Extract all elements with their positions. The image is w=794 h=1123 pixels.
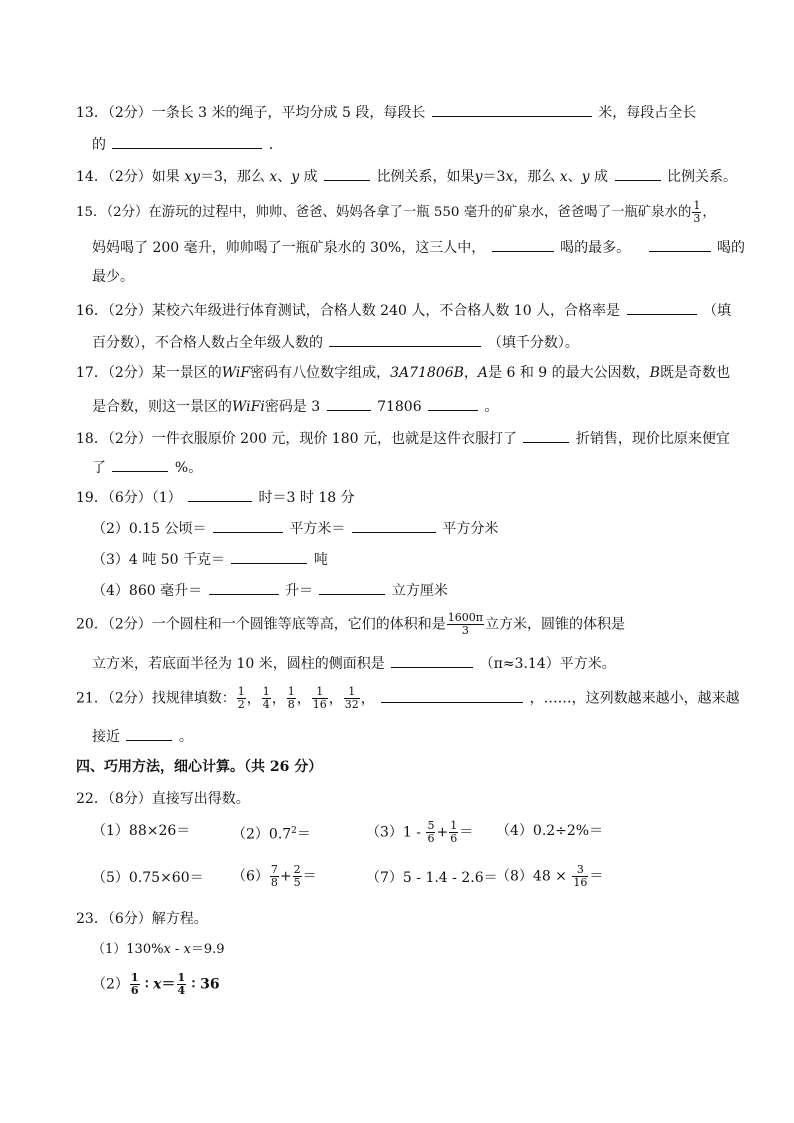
fraction-numerator: 1 xyxy=(287,685,295,698)
question-20-text: 20．（2分）一个圆柱和一个圆锥等底等高，它们的体积和是 xyxy=(76,616,446,633)
question-15-text-b: ， xyxy=(702,205,716,220)
question-13-text: 13．（2分）一条长 3 米的绳子，平均分成 5 段，每段长 xyxy=(76,105,426,121)
q22-item-3-text: （3）1 - xyxy=(366,824,421,841)
question-15-text-f: 最少。 xyxy=(92,269,134,285)
question-13-text-c: 的 xyxy=(92,137,106,153)
var-x: x xyxy=(153,976,162,993)
fraction-1-6 xyxy=(130,972,140,997)
q23-item-2 xyxy=(92,972,220,997)
minus-sign: - xyxy=(174,942,180,957)
question-13-line2 xyxy=(92,134,283,154)
question-15-line3 xyxy=(92,268,134,286)
equals-sign: ＝ xyxy=(302,868,317,885)
fraction-numerator: 2 xyxy=(293,863,301,876)
var-A: A xyxy=(477,365,489,381)
question-16-line1 xyxy=(76,300,731,320)
answer-blank-15b[interactable] xyxy=(649,237,711,252)
question-15-line2 xyxy=(92,237,745,257)
answer-blank-20[interactable] xyxy=(391,653,473,668)
fraction-5-6 xyxy=(426,820,435,845)
q22-item-2-text: （2）0.7 xyxy=(232,826,292,843)
answer-blank-21b[interactable] xyxy=(126,726,172,741)
q22-item-1 xyxy=(92,822,190,840)
var-x: x xyxy=(163,942,171,957)
question-21-line1 xyxy=(76,686,740,711)
sequence-separator: ， xyxy=(271,690,286,707)
question-20-text-c: 立方米，若底面半径为 10 米，圆柱的侧面积是 xyxy=(92,656,385,672)
fraction-1600pi-over-3 xyxy=(447,612,484,637)
question-19-part4-text-b: 升＝ xyxy=(285,583,313,599)
fraction-denominator: 6 xyxy=(450,832,458,845)
question-14-text-f: ＝3 xyxy=(482,169,506,185)
question-19-line1 xyxy=(76,487,355,507)
question-18-line1 xyxy=(76,428,730,448)
answer-blank-13b[interactable] xyxy=(112,134,262,149)
fraction-numerator: 1 xyxy=(312,686,328,699)
fraction-numerator: 1 xyxy=(177,971,186,984)
equals-sign: ＝ xyxy=(589,868,604,885)
q23-item-2-text: （2） xyxy=(92,976,129,993)
var-x2: x xyxy=(505,169,514,185)
question-15-text-e: 喝的 xyxy=(717,240,746,256)
ratio-sign: ∶ xyxy=(145,976,149,993)
fraction-denominator: 16 xyxy=(573,876,588,889)
fraction-numerator: 5 xyxy=(427,819,435,832)
q22-item-8 xyxy=(496,864,603,889)
fraction-numerator: 3 xyxy=(572,864,588,877)
question-17-text-h: 71806 xyxy=(377,399,422,415)
fraction-numerator: 1 xyxy=(237,685,245,698)
fraction-denominator: 6 xyxy=(130,984,139,997)
answer-blank-19b[interactable] xyxy=(213,518,283,533)
question-20-text-b: 立方米，圆锥的体积是 xyxy=(484,616,625,633)
q22-item-6 xyxy=(232,864,317,889)
var-xy: xy xyxy=(184,169,200,185)
var-x3: x xyxy=(559,169,568,185)
q22-item-2-eq: ＝ xyxy=(296,826,311,843)
question-18-text: 18．（2分）一件衣服原价 200 元，现价 180 元，也就是这件衣服打了 xyxy=(76,431,517,447)
question-17-line2 xyxy=(92,396,499,416)
sequence-fraction xyxy=(237,686,246,711)
var-y3: y xyxy=(581,169,590,185)
answer-blank-21a[interactable] xyxy=(381,688,523,703)
section-4-heading xyxy=(76,758,322,776)
answer-blank-19a[interactable] xyxy=(188,487,252,502)
question-19-part4 xyxy=(92,580,448,600)
question-19-part4-text: （4）860 毫升＝ xyxy=(92,583,203,599)
fraction-denominator: 16 xyxy=(312,698,327,711)
q23-item-1-text: （1）130% xyxy=(92,942,164,957)
answer-blank-17a[interactable] xyxy=(327,396,371,411)
fraction-3-16 xyxy=(572,864,588,889)
question-13-text-d: ． xyxy=(268,137,283,153)
q22-item-3 xyxy=(366,820,473,845)
sequence-fraction xyxy=(262,686,271,711)
question-16-line2 xyxy=(92,332,579,352)
var-y2: y xyxy=(474,169,483,185)
answer-blank-13a[interactable] xyxy=(432,102,592,117)
question-16-text-c: 百分数），不合格人数占全年级人数的 xyxy=(92,335,323,351)
fraction-numerator: 1 xyxy=(344,686,360,699)
exponent: 2 xyxy=(291,826,297,836)
answer-blank-16a[interactable] xyxy=(627,300,697,315)
fraction-denominator: 32 xyxy=(344,698,359,711)
answer-blank-17b[interactable] xyxy=(428,396,478,411)
question-14-text-d: 成 xyxy=(303,169,318,185)
fraction-numerator: 1600π xyxy=(447,611,483,624)
var-y: y xyxy=(291,169,300,185)
answer-blank-14b[interactable] xyxy=(615,166,661,181)
question-13-line1 xyxy=(76,102,696,122)
question-19-text-b: 时＝3 时 18 分 xyxy=(258,490,355,506)
q22-item-4-text: （4）0.2÷2%＝ xyxy=(496,823,604,839)
question-23-text: 23．（6分）解方程。 xyxy=(76,911,208,927)
question-15-text: 15．（2分）在游玩的过程中，帅帅、爸爸、妈妈各拿了一瓶 550 毫升的矿泉水，爸爸喝了一瓶矿泉水的 xyxy=(76,205,692,220)
fraction-denominator: 6 xyxy=(427,832,435,845)
question-21-text-c: 接近 xyxy=(92,729,120,745)
sequence-fraction xyxy=(344,686,360,711)
wifi-text: WiF xyxy=(221,365,251,381)
fraction-denominator: 8 xyxy=(270,876,278,889)
sequence-separator: ， xyxy=(296,690,311,707)
q22-item-2 xyxy=(232,822,311,844)
question-19-part4-text-c: 立方厘米 xyxy=(391,583,448,599)
question-18-line2 xyxy=(92,457,202,477)
question-14-text-c: 、 xyxy=(277,169,292,185)
answer-blank-14a[interactable] xyxy=(324,166,370,181)
question-17-text-i: 。 xyxy=(484,399,499,415)
fraction-numerator: 1 xyxy=(262,685,270,698)
question-16-text-b: （填 xyxy=(702,303,731,319)
answer-blank-18b[interactable] xyxy=(112,457,168,472)
sequence-separator: ， xyxy=(328,690,343,707)
question-13-text-b: 米，每段占全长 xyxy=(598,105,697,121)
sequence-fraction xyxy=(287,686,296,711)
question-15-text-d: 喝的最多。 xyxy=(560,240,631,256)
question-16-text-d: （填千分数）。 xyxy=(487,335,579,351)
question-22-text: 22．（8分）直接写出得数。 xyxy=(76,791,250,807)
question-17-text-c: ， xyxy=(463,365,478,381)
q22-item-5 xyxy=(92,869,204,887)
question-14-text-j: 比例关系。 xyxy=(666,169,737,185)
q22-item-5-text: （5）0.75×60＝ xyxy=(92,870,204,886)
q22-item-1-text: （1）88×26＝ xyxy=(92,823,191,839)
question-16-text: 16．（2分）某校六年级进行体育测试，合格人数 240 人，不合格人数 10 人，合格率是 xyxy=(76,303,621,319)
fraction-2-5 xyxy=(293,864,302,889)
fraction-numerator: 1 xyxy=(693,199,701,212)
fraction-1-4 xyxy=(177,972,187,997)
equals-sign: ＝ xyxy=(459,824,474,841)
q23-item-1 xyxy=(92,941,225,959)
answer-blank-19c[interactable] xyxy=(352,518,436,533)
question-19-text: 19．（6分）（1） xyxy=(76,490,182,506)
question-14-text-e: 比例关系，如果 xyxy=(376,169,475,185)
question-17-text: 17．（2分）某一景区的 xyxy=(76,365,222,381)
question-19-part2-text: （2）0.15 公顷＝ xyxy=(92,521,207,537)
sequence-separator: ， xyxy=(360,690,375,707)
question-18-text-b: 折销售，现价比原来便宜 xyxy=(575,431,730,447)
equals-sign: ＝ xyxy=(161,976,176,993)
q22-item-8-text: （8）48 × xyxy=(496,868,567,885)
question-19-part2-text-b: 平方米＝ xyxy=(289,521,346,537)
question-22-title xyxy=(76,790,250,808)
q22-item-7-text: （7）5 - 1.4 - 2.6＝ xyxy=(366,870,498,886)
question-17-text-b: 密码有八位数字组成， xyxy=(250,365,391,381)
q22-item-7 xyxy=(366,869,498,887)
code-text: 3A71806B xyxy=(390,365,464,381)
fraction-numerator: 1 xyxy=(450,819,458,832)
q22-item-6-text: （6） xyxy=(232,868,269,885)
fraction-denominator: 3 xyxy=(461,624,469,637)
question-14-text-b: ＝3，那么 xyxy=(200,169,265,185)
question-14-line1 xyxy=(76,166,737,186)
answer-blank-15a[interactable] xyxy=(492,237,554,252)
var-B: B xyxy=(649,365,660,381)
question-17-text-e: 既是奇数也 xyxy=(659,365,730,381)
question-20-line2 xyxy=(92,653,616,673)
question-23-title xyxy=(76,910,208,928)
fraction-denominator: 4 xyxy=(177,984,186,997)
question-14-text-h: 、 xyxy=(567,169,582,185)
q22-item-4 xyxy=(496,822,603,840)
question-17-text-d: 是 6 和 9 的最大公因数， xyxy=(488,365,650,381)
question-14-text-i: 成 xyxy=(594,169,609,185)
question-19-part3-text: （3）4 吨 50 千克＝ xyxy=(92,552,225,568)
fraction-numerator: 7 xyxy=(270,863,278,876)
question-20-text-d: （π≈3.14）平方米。 xyxy=(479,656,616,672)
section-4-title: 四、巧用方法，细心计算。（共 26 分） xyxy=(76,759,323,775)
question-17-text-g: 密码是 3 xyxy=(264,399,321,415)
question-17-line1 xyxy=(76,364,730,382)
fraction-denominator: 4 xyxy=(262,698,270,711)
wifi-text-2: WiFi xyxy=(232,399,265,415)
answer-blank-16b[interactable] xyxy=(329,332,481,347)
fraction-denominator: 3 xyxy=(693,212,701,225)
answer-blank-18a[interactable] xyxy=(523,428,569,443)
question-21-line2 xyxy=(92,726,193,746)
question-18-text-d: %。 xyxy=(174,460,203,476)
question-21-text: 21．（2分）找规律填数： xyxy=(76,690,236,707)
question-14-text-g: ，那么 xyxy=(513,169,556,185)
question-18-text-c: 了 xyxy=(92,460,106,476)
question-20-line1 xyxy=(76,612,625,637)
answer-blank-19d[interactable] xyxy=(231,549,307,564)
question-21-text-d: 。 xyxy=(178,729,193,745)
var-x: x xyxy=(269,169,278,185)
question-17-text-f: 是合数，则这一景区的 xyxy=(92,399,232,415)
answer-blank-19e[interactable] xyxy=(209,580,279,595)
fraction-denominator: 8 xyxy=(287,698,295,711)
sequence-fraction xyxy=(312,686,328,711)
plus-sign: + xyxy=(279,868,292,885)
fraction-1-6 xyxy=(449,820,458,845)
fraction-denominator: 5 xyxy=(293,876,301,889)
q23-item-1-eq: ＝9.9 xyxy=(190,942,225,957)
fraction-one-third xyxy=(692,200,701,225)
question-15-text-c: 妈妈喝了 200 毫升，帅帅喝了一瓶矿泉水的 30%，这三人中， xyxy=(92,240,486,256)
answer-blank-19f[interactable] xyxy=(319,580,385,595)
var-x2: x xyxy=(183,942,191,957)
fraction-sequence xyxy=(236,685,375,711)
question-14-text: 14．（2分）如果 xyxy=(76,169,180,185)
fraction-numerator: 1 xyxy=(130,971,139,984)
question-21-text-b: ，……，这列数越来越小，越来越 xyxy=(529,690,740,707)
question-19-part3-text-b: 吨 xyxy=(313,552,328,568)
question-19-part2-text-c: 平方分米 xyxy=(442,521,499,537)
question-19-part3 xyxy=(92,549,328,569)
fraction-denominator: 2 xyxy=(237,698,245,711)
question-15-line1 xyxy=(76,200,716,225)
question-19-part2 xyxy=(92,518,498,538)
fraction-7-8 xyxy=(270,864,279,889)
q23-item-2-tail: ∶ 36 xyxy=(191,976,220,993)
plus-sign: + xyxy=(436,824,449,841)
sequence-separator: ， xyxy=(246,690,261,707)
